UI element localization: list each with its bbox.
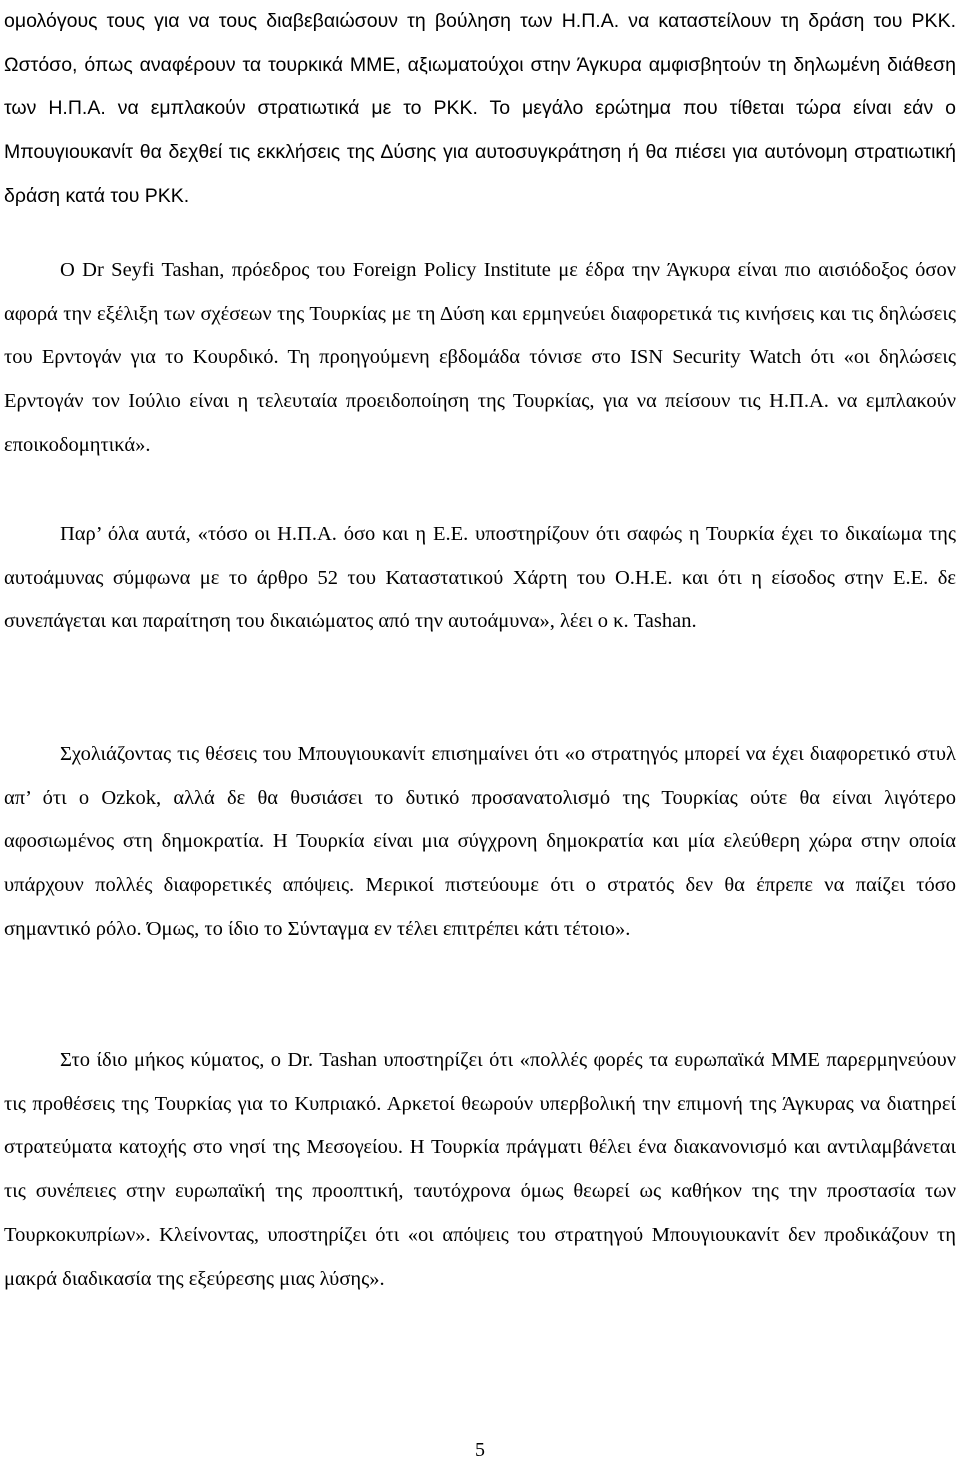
paragraph-cyprus-issue: Στο ίδιο μήκος κύματος, ο Dr. Tashan υποστηρίζει ότι «πολλές φορές τα ευρωπαϊκά ΜΜΕ παρερμηνεύουν τις προθέσεις της Τουρκίας για το Κυπριακό. Αρκετοί θεωρούν υπερβολική την επιμονή της Άγκυρας να διατηρεί στρατεύματα κατοχής στο νησί της Μεσογείου. Η Τουρκία πράγματι θέλει ένα διακανονισμό και αντιλαμβάνεται τις συνέπειες στην ευρωπαϊκή της προοπτική, ταυτόχρονα όμως θεωρεί ως καθήκον της την προστασία των Τουρκοκυπρίων». Κλείνοντας, υποστηρίζει ότι «οι απόψεις του στρατηγού Μπουγιουκανίτ δεν προδικάζουν τη μακρά διαδικασία της εξεύρεσης μιας λύσης». [4, 1049, 956, 1290]
paragraph-tashan-optimism: Ο Dr Seyfi Tashan, πρόεδρος του Foreign Policy Institute με έδρα την Άγκυρα είναι πιο αισιόδοξος όσον αφορά την εξέλιξη των σχέσεων της Τουρκίας με τη Δύση και ερμηνεύει διαφορετικά τις κινήσεις και τις δηλώσεις του Ερντογάν για το Κουρδικό. Τη προηγούμενη εβδομάδα τόνισε στο ISN Security Watch ότι «οι δηλώσεις Ερντογάν τον Ιούλιο είναι η τελευταία προειδοποίηση της Τουρκίας, για να πείσουν τις Η.Π.Α. να εμπλακούν εποικοδομητικά». [4, 259, 956, 456]
page-number: 5 [475, 1439, 485, 1461]
paragraph-general-style: Σχολιάζοντας τις θέσεις του Μπουγιουκανίτ επισημαίνει ότι «ο στρατηγός μπορεί να έχει διαφορετικό στυλ απ’ ότι ο Ozkok, αλλά δε θα θυσιάσει το δυτικό προσανατολισμό της Τουρκίας ούτε θα είναι λιγότερο αφοσιωμένος στη δημοκρατία. Η Τουρκία είναι μια σύγχρονη δημοκρατία και μία ελεύθερη χώρα στην οποία υπάρχουν πολλές διαφορετικές απόψεις. Μερικοί πιστεύουμε ότι ο στρατός δεν θα έπρεπε να παίζει τόσο σημαντικό ρόλο. Όμως, το ίδιο το Σύνταγμα εν τέλει επιτρέπει κάτι τέτοιο». [4, 743, 956, 940]
paragraph-continuation: ομολόγους τους για να τους διαβεβαιώσουν τη βούληση των Η.Π.Α. να καταστείλουν τη δράση του ΡΚΚ. Ωστόσο, όπως αναφέρουν τα τουρκικά ΜΜΕ, αξιωματούχοι στην Άγκυρα αμφισβητούν τη δηλωμένη διάθεση των Η.Π.Α. να εμπλακούν στρατιωτικά με το ΡΚΚ. Το μεγάλο ερώτημα που τίθεται τώρα είναι εάν ο Μπουγιουκανίτ θα δεχθεί τις εκκλήσεις της Δύσης για αυτοσυγκράτηση ή θα πιέσει για αυτόνομη στρατιωτική δράση κατά του ΡΚΚ. [4, 10, 956, 207]
paragraph-self-defense: Παρ’ όλα αυτά, «τόσο οι Η.Π.Α. όσο και η Ε.Ε. υποστηρίζουν ότι σαφώς η Τουρκία έχει το δικαίωμα της αυτοάμυνας σύμφωνα με το άρθρο 52 του Καταστατικού Χάρτη του Ο.Η.Ε. και ότι η είσοδος στην Ε.Ε. δε συνεπάγεται και παραίτηση του δικαιώματος από την αυτοάμυνα», λέει ο κ. Tashan. [4, 523, 956, 633]
